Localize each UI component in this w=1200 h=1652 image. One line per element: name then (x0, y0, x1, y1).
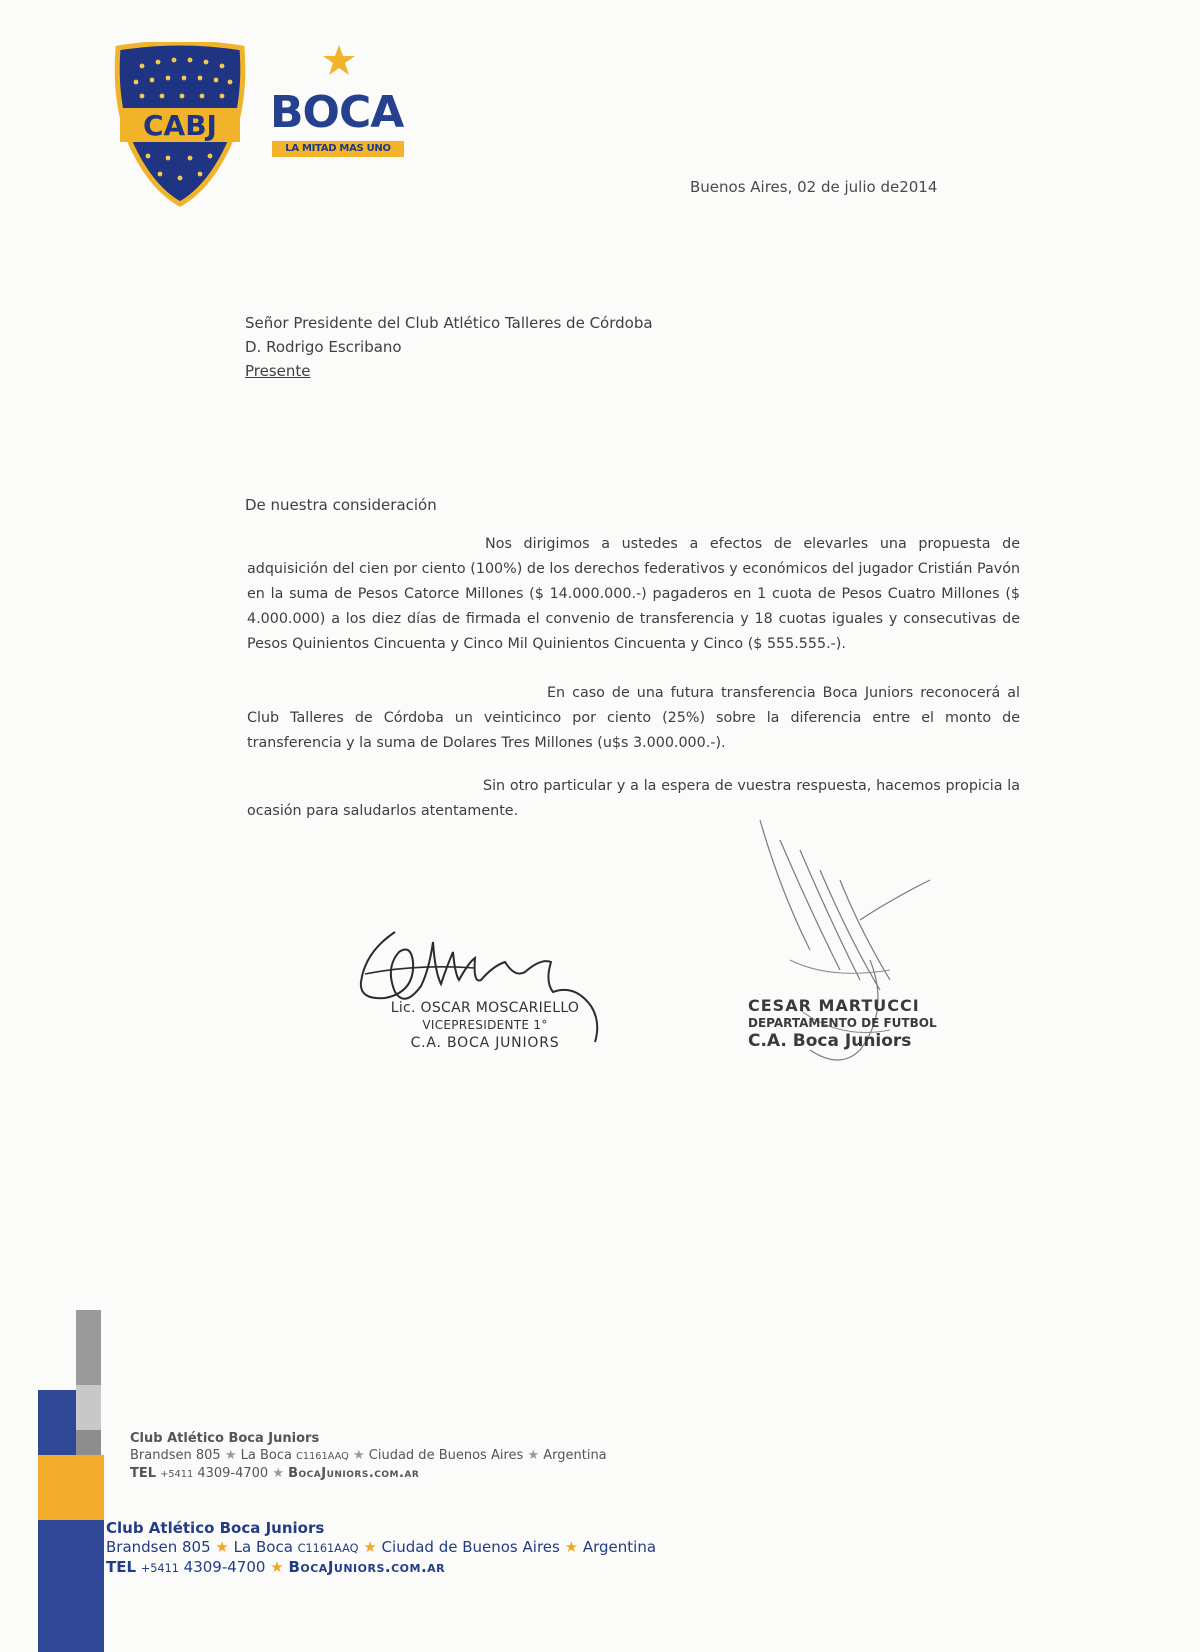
letter-date: Buenos Aires, 02 de julio de2014 (690, 178, 938, 196)
footer-website: BocaJuniors.com.ar (288, 1558, 446, 1576)
star-icon: ★ (564, 1538, 579, 1556)
footer-club: Club Atlético Boca Juniors (106, 1519, 325, 1537)
body-paragraph-1: Nos dirigimos a ustedes a efectos de elevarles una propuesta de adquisición del cien por ciento (100%) de los derechos federativos y económicos del jugador Cristián Pavón en la suma de Pesos Catorce Millones ($ 14.000.000.-) pagaderos en 1 cuota de Pesos Cuatro Millones ($ 4.000.000) a los diez días de firmada el convenio de transferencia y 18 cuotas iguales y consecutivas de Pesos Quinientos Cincuenta y Cinco Mil Quinientos Cincuenta y Cinco ($ 555.555.-). (247, 536, 1020, 652)
footer-street: Brandsen 805 (106, 1538, 211, 1556)
footer-country: Argentina (582, 1538, 657, 1556)
star-icon: ★ (352, 1448, 365, 1463)
signatory-right-org: C.A. Boca Juniors (748, 1031, 912, 1051)
signatory-left-name: Lic. OSCAR MOSCARIELLO (390, 1000, 580, 1016)
footer-tel-number: 4309-4700 (183, 1558, 266, 1576)
footer-address (106, 1519, 656, 1578)
star-icon: ★ (527, 1448, 540, 1463)
footer-address-line (106, 1538, 656, 1558)
footer-bar-gold (38, 1455, 104, 1520)
footer-faded-barrio: La Boca (240, 1448, 292, 1463)
addressee-line-3: Presente (245, 362, 311, 380)
star-icon: ★ (270, 1558, 284, 1576)
footer-faded-address-line (130, 1447, 607, 1465)
boca-brand-logo (270, 44, 410, 164)
cabj-crest-logo (112, 42, 248, 208)
star-icon: ★ (363, 1538, 377, 1556)
addressee-block (245, 311, 653, 383)
star-icon: ★ (215, 1538, 229, 1556)
brand-tagline: LA MITAD MAS UNO (272, 141, 404, 157)
footer-barrio: La Boca (233, 1538, 293, 1556)
footer-faded-website: BocaJuniors.com.ar (288, 1466, 420, 1481)
signatory-left (355, 1000, 615, 1051)
footer-faded-contact-line (130, 1465, 607, 1483)
footer-city: Ciudad de Buenos Aires (381, 1538, 560, 1556)
brand-word: BOCA (270, 87, 404, 138)
signatory-left-org: C.A. BOCA JUNIORS (410, 1035, 560, 1051)
body-paragraph-2: En caso de una futura transferencia Boca Juniors reconocerá al Club Talleres de Córdoba un veinticinco por ciento (25%) sobre la diferencia entre el monto de transferencia y la suma de Dolares Tres Millones (u$s 3.000.000.-). (247, 685, 1020, 751)
footer-faded-tel-number: 4309-4700 (197, 1466, 269, 1481)
addressee-line-2: D. Rodrigo Escribano (245, 338, 402, 356)
footer-bar-gray-top (76, 1310, 101, 1385)
signatory-left-title: VICEPRESIDENTE 1° (422, 1018, 548, 1032)
footer-faded-city: Ciudad de Buenos Aires (368, 1448, 524, 1463)
signatory-right-name: CESAR MARTUCCI (748, 996, 920, 1015)
footer-faded-tel-label: TEL (130, 1466, 157, 1481)
signatory-right-title: DEPARTAMENTO DE FUTBOL (748, 1016, 937, 1030)
signatory-right (748, 996, 948, 1051)
footer-address-faded (130, 1430, 607, 1483)
body-paragraph-3: Sin otro particular y a la espera de vuestra respuesta, hacemos propicia la ocasión para saludarlos atentamente. (247, 778, 1020, 819)
footer-bar-blue-1 (38, 1390, 76, 1455)
footer-tel-label: TEL (106, 1558, 137, 1576)
footer-postal: C1161AAQ (297, 1542, 359, 1555)
greeting: De nuestra consideración (245, 496, 437, 514)
addressee-line-1: Señor Presidente del Club Atlético Talleres de Córdoba (245, 314, 653, 332)
footer-contact-line (106, 1558, 656, 1578)
star-icon: ★ (224, 1448, 237, 1463)
footer-faded-country: Argentina (543, 1448, 607, 1463)
crest-text: CABJ (143, 109, 217, 142)
footer-bar-gray-mid (76, 1385, 101, 1430)
star-icon (322, 44, 356, 78)
footer-faded-tel-prefix: +5411 (160, 1469, 194, 1480)
footer-faded-club: Club Atlético Boca Juniors (130, 1431, 320, 1446)
footer-faded-street: Brandsen 805 (130, 1448, 221, 1463)
footer-faded-postal: C1161AAQ (296, 1451, 349, 1462)
star-icon: ★ (272, 1466, 284, 1481)
footer-tel-prefix: +5411 (140, 1562, 179, 1575)
footer-bar-blue-2 (38, 1520, 104, 1652)
